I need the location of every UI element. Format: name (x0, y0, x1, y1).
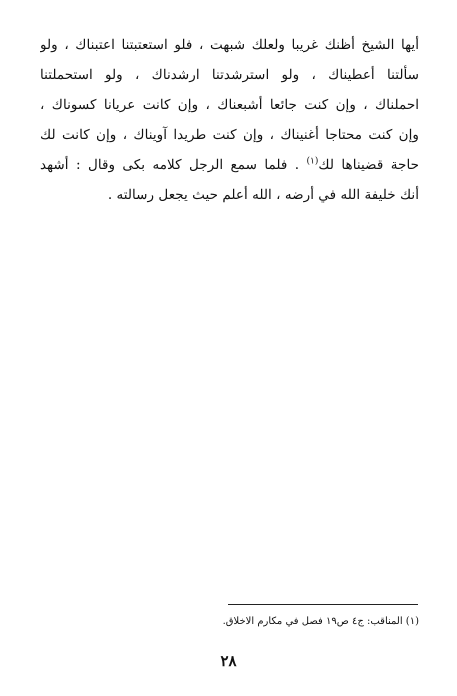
text-line-5 (40, 150, 419, 180)
footnote-divider (228, 604, 418, 605)
main-paragraph (40, 30, 419, 210)
text-line-2: سألتنا أعطيناك ، ولو استرشدتنا ارشدناك ، ولو استحملتنا (40, 67, 419, 83)
text-line-5-end: . فلما سمع الرجل كلامه بكى وقال : أشهد (40, 157, 307, 173)
footnote-reference: (١) (306, 156, 319, 167)
text-line-6: أنك خليفة الله في أرضه ، الله أعلم حيث يجعل رسالته . (107, 187, 419, 203)
page-number: ٢٨ (220, 652, 237, 670)
text-line-3: احملناك ، وإن كنت جائعا أشبعناك ، وإن كانت عريانا كسوناك ، (40, 97, 419, 113)
text-line-5-start: حاجة قضيناها لك (318, 157, 419, 173)
text-line-4: وإن كنت محتاجا أغنيناك ، وإن كنت طريدا آويناك ، وإن كانت لك (40, 127, 419, 143)
footnote: (١) المناقب: ج٤ ص١٩ فصل في مكارم الاخلاق. (222, 616, 419, 627)
text-line-1: أيها الشيخ أظنك غريبا ولعلك شبهت ، فلو استعتبتنا اعتبناك ، ولو (40, 37, 419, 53)
